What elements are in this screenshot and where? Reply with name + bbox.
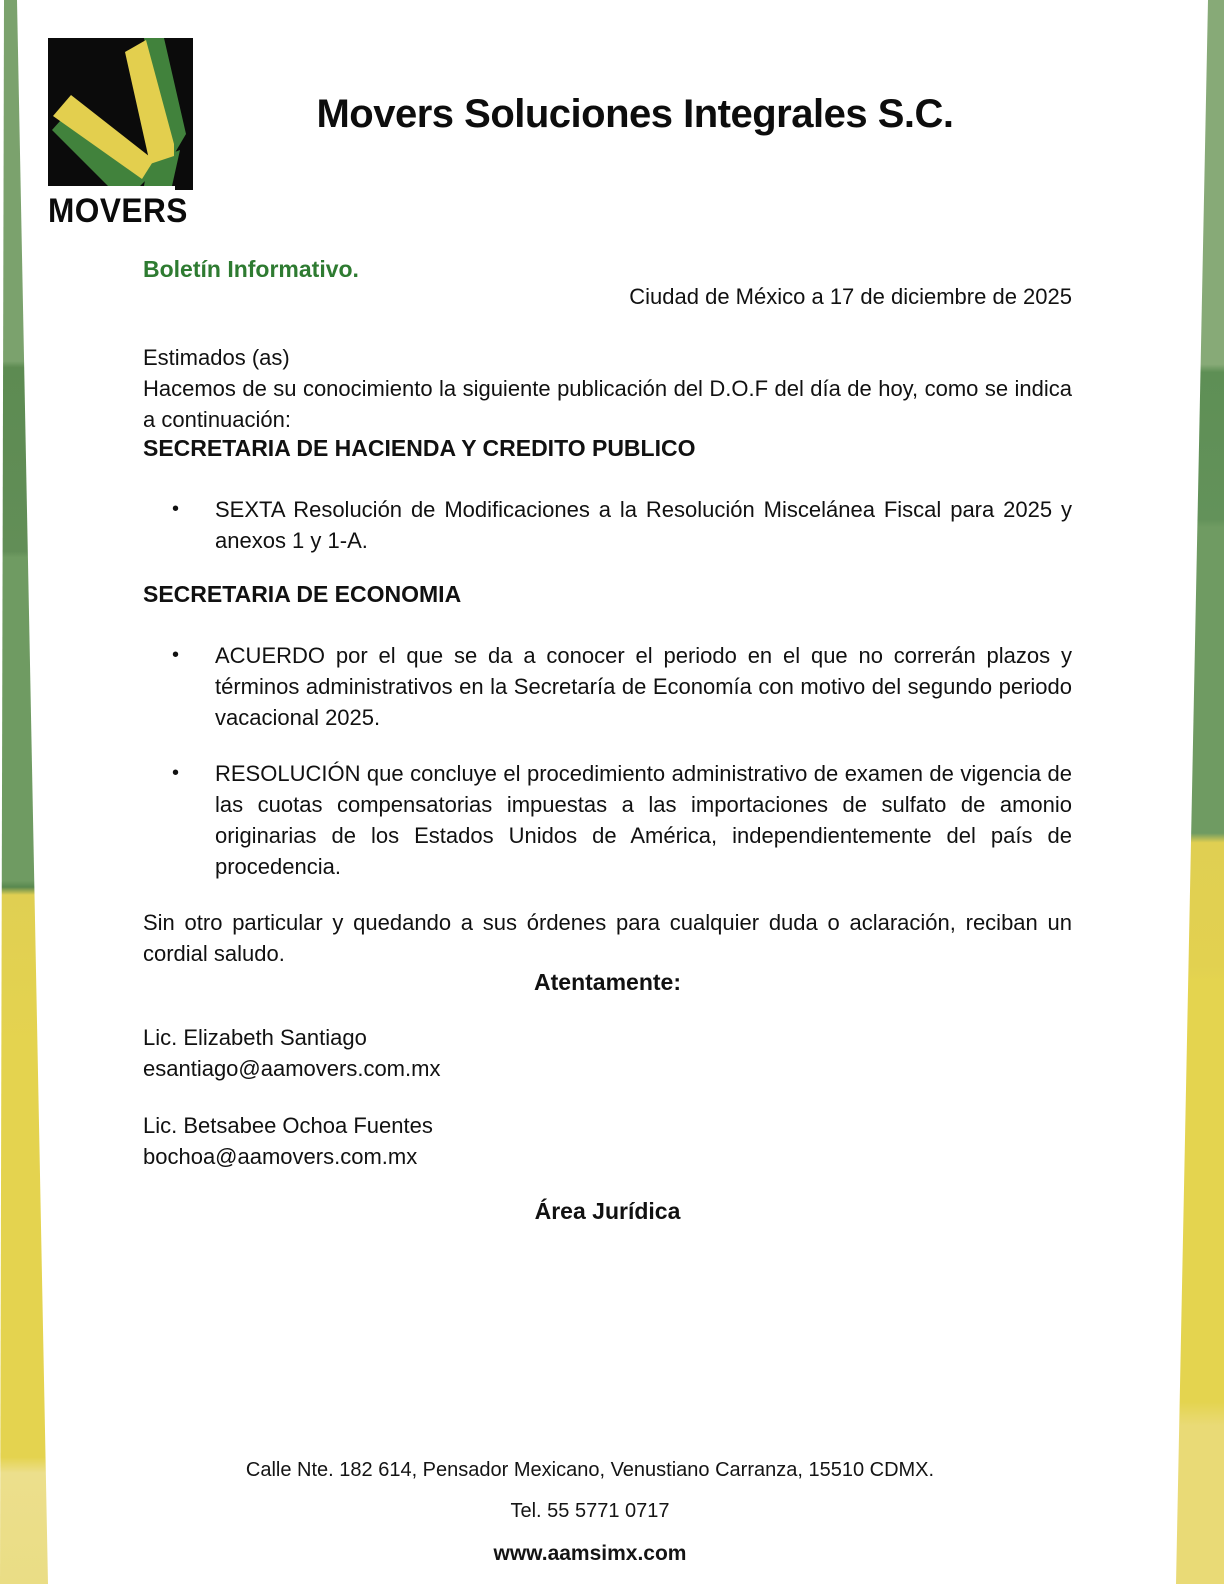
contact-block <box>143 1110 1072 1172</box>
section-heading-hacienda: SECRETARIA DE HACIENDA Y CREDITO PUBLICO <box>143 435 696 461</box>
bullet-item: • RESOLUCIÓN que concluye el procedimiento administrativo de examen de vigencia de las cuotas compensatorias impuestas a las importaciones de sulfato de amonio originarias de los Estados Unidos de América, independientemente del país de procedencia. <box>143 758 1072 882</box>
bullet-item: • ACUERDO por el que se da a conocer el periodo en el que no correrán plazos y términos administrativos en la Secretaría de Economía con motivo del segundo periodo vacacional 2025. <box>143 640 1072 733</box>
section-heading-economia: SECRETARIA DE ECONOMIA <box>143 581 462 607</box>
bullet-list-economia <box>143 640 1072 882</box>
bulletin-heading: Boletín Informativo. <box>143 256 359 282</box>
letter-body <box>143 256 1072 1224</box>
page-title: Movers Soluciones Integrales S.C. <box>316 92 954 136</box>
intro-paragraph: Hacemos de su conocimiento la siguiente publicación del D.O.F del día de hoy, como se indica a continuación: <box>143 376 1072 432</box>
contact-block <box>143 1022 1072 1084</box>
footer-address: Calle Nte. 182 614, Pensador Mexicano, Venustiano Carranza, 15510 CDMX. <box>245 1459 935 1481</box>
contact-name: Lic. Elizabeth Santiago <box>143 1025 367 1050</box>
contact-name: Lic. Betsabee Ochoa Fuentes <box>143 1113 433 1138</box>
logo-wordmark: MOVERS <box>48 192 188 230</box>
footer-phone: Tel. 55 5771 0717 <box>510 1500 670 1522</box>
bullet-list-hacienda <box>143 494 1072 556</box>
department-label: Área Jurídica <box>534 1198 681 1224</box>
company-logo <box>48 38 198 231</box>
logo-checkmark-icon <box>48 38 198 190</box>
salutation: Estimados (as) <box>143 345 290 370</box>
date-line: Ciudad de México a 17 de diciembre de 2025 <box>629 284 1072 309</box>
bullet-item: • SEXTA Resolución de Modificaciones a la Resolución Miscelánea Fiscal para 2025 y anexos 1 y 1-A. <box>143 494 1072 556</box>
footer-website: www.aamsimx.com <box>493 1542 687 1565</box>
right-border-decoration <box>1174 0 1224 1584</box>
page-footer <box>125 1458 1055 1566</box>
contact-email: bochoa@aamovers.com.mx <box>143 1144 418 1169</box>
signoff: Atentamente: <box>534 969 681 995</box>
left-border-decoration <box>0 0 50 1584</box>
contact-email: esantiago@aamovers.com.mx <box>143 1056 441 1081</box>
closing-paragraph: Sin otro particular y quedando a sus órdenes para cualquier duda o aclaración, reciban un cordial saludo. <box>143 910 1072 966</box>
